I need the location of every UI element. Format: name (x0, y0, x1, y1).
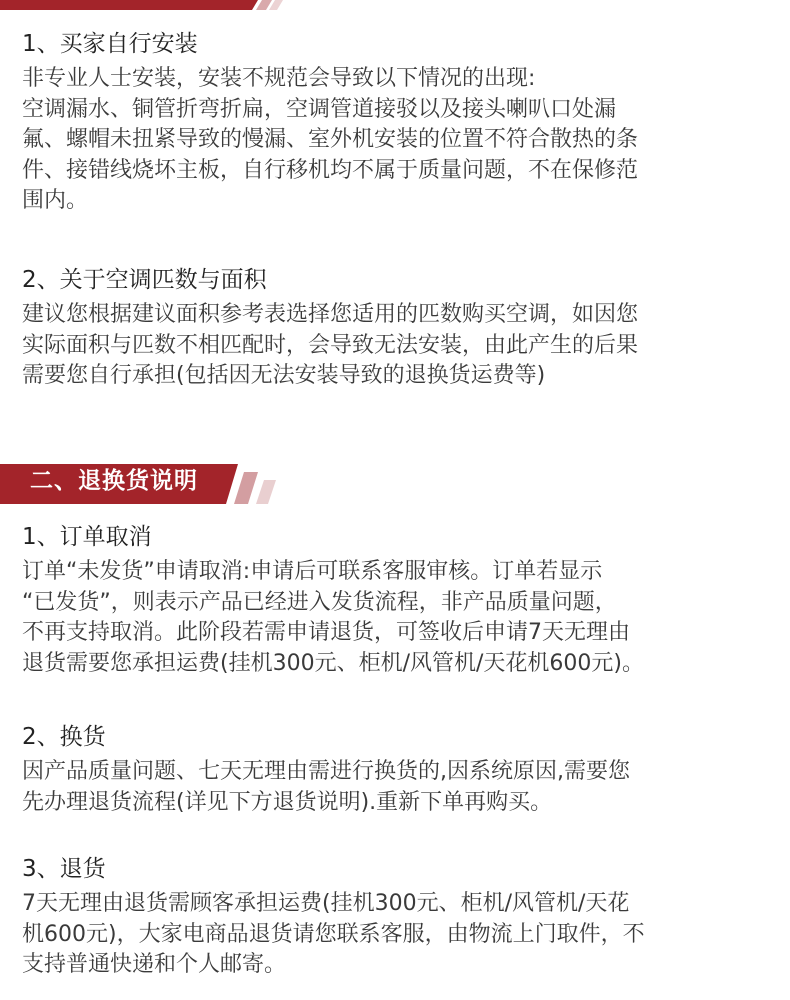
refund-text (22, 889, 772, 981)
text-line: 空调漏水、铜管折弯折扁，空调管道接驳以及接头喇叭口处漏 (22, 96, 617, 122)
text-line: 围内。 (22, 188, 89, 213)
text-line: 件、接错线烧坏主板，自行移机均不属于质量问题，不在保修范 (22, 157, 639, 183)
cancel-heading: 1、订单取消 (22, 524, 152, 550)
text-line: 建议您根据建议面积参考表选择您适用的匹数购买空调，如因您 (22, 302, 639, 327)
cancel-section (22, 521, 772, 679)
installation-text (22, 64, 772, 217)
text-line: 不再支持取消。此阶段若需申请退货，可签收后申请7天无理由 (22, 620, 630, 645)
text-line: 因产品质量问题、七天无理由需进行换货的,因系统原因,需要您 (22, 759, 630, 784)
cancel-text (22, 557, 772, 679)
text-line: 机600元)，大家电商品退货请您联系客服，由物流上门取件，不 (22, 921, 645, 947)
text-line: 非专业人士安装，安装不规范会导致以下情况的出现: (22, 66, 536, 91)
text-line: 先办理退货流程(详见下方退货说明).重新下单再购买。 (22, 789, 553, 815)
refund-section (22, 853, 772, 981)
area-heading: 2、关于空调匹数与面积 (22, 267, 267, 293)
refund-heading: 3、退货 (22, 856, 106, 882)
section-banner-title: 二、退换货说明 (30, 468, 198, 494)
text-line: 需要您自行承担(包括因无法安装导致的退换货运费等) (22, 363, 546, 388)
top-banner-edge (0, 0, 790, 12)
text-line: 实际面积与匹数不相匹配时，会导致无法安装，由此产生的后果 (22, 332, 639, 358)
text-line: 支持普通快递和个人邮寄。 (22, 952, 287, 977)
installation-section (22, 28, 772, 217)
text-line: 7天无理由退货需顾客承担运费(挂机300元、柜机/风管机/天花 (22, 891, 630, 916)
exchange-section (22, 721, 772, 818)
text-line: 氟、螺帽未扭紧导致的慢漏、室外机安装的位置不符合散热的条 (22, 127, 639, 152)
area-text (22, 300, 772, 392)
text-line: 退货需要您承担运费(挂机300元、柜机/风管机/天花机600元)。 (22, 650, 644, 676)
exchange-heading: 2、换货 (22, 724, 106, 750)
area-section (22, 264, 772, 392)
text-line: “已发货”，则表示产品已经进入发货流程，非产品质量问题， (22, 589, 617, 615)
text-line: 订单“未发货”申请取消:申请后可联系客服审核。订单若显示 (22, 559, 603, 584)
exchange-text (22, 757, 772, 818)
installation-heading: 1、买家自行安装 (22, 31, 198, 57)
